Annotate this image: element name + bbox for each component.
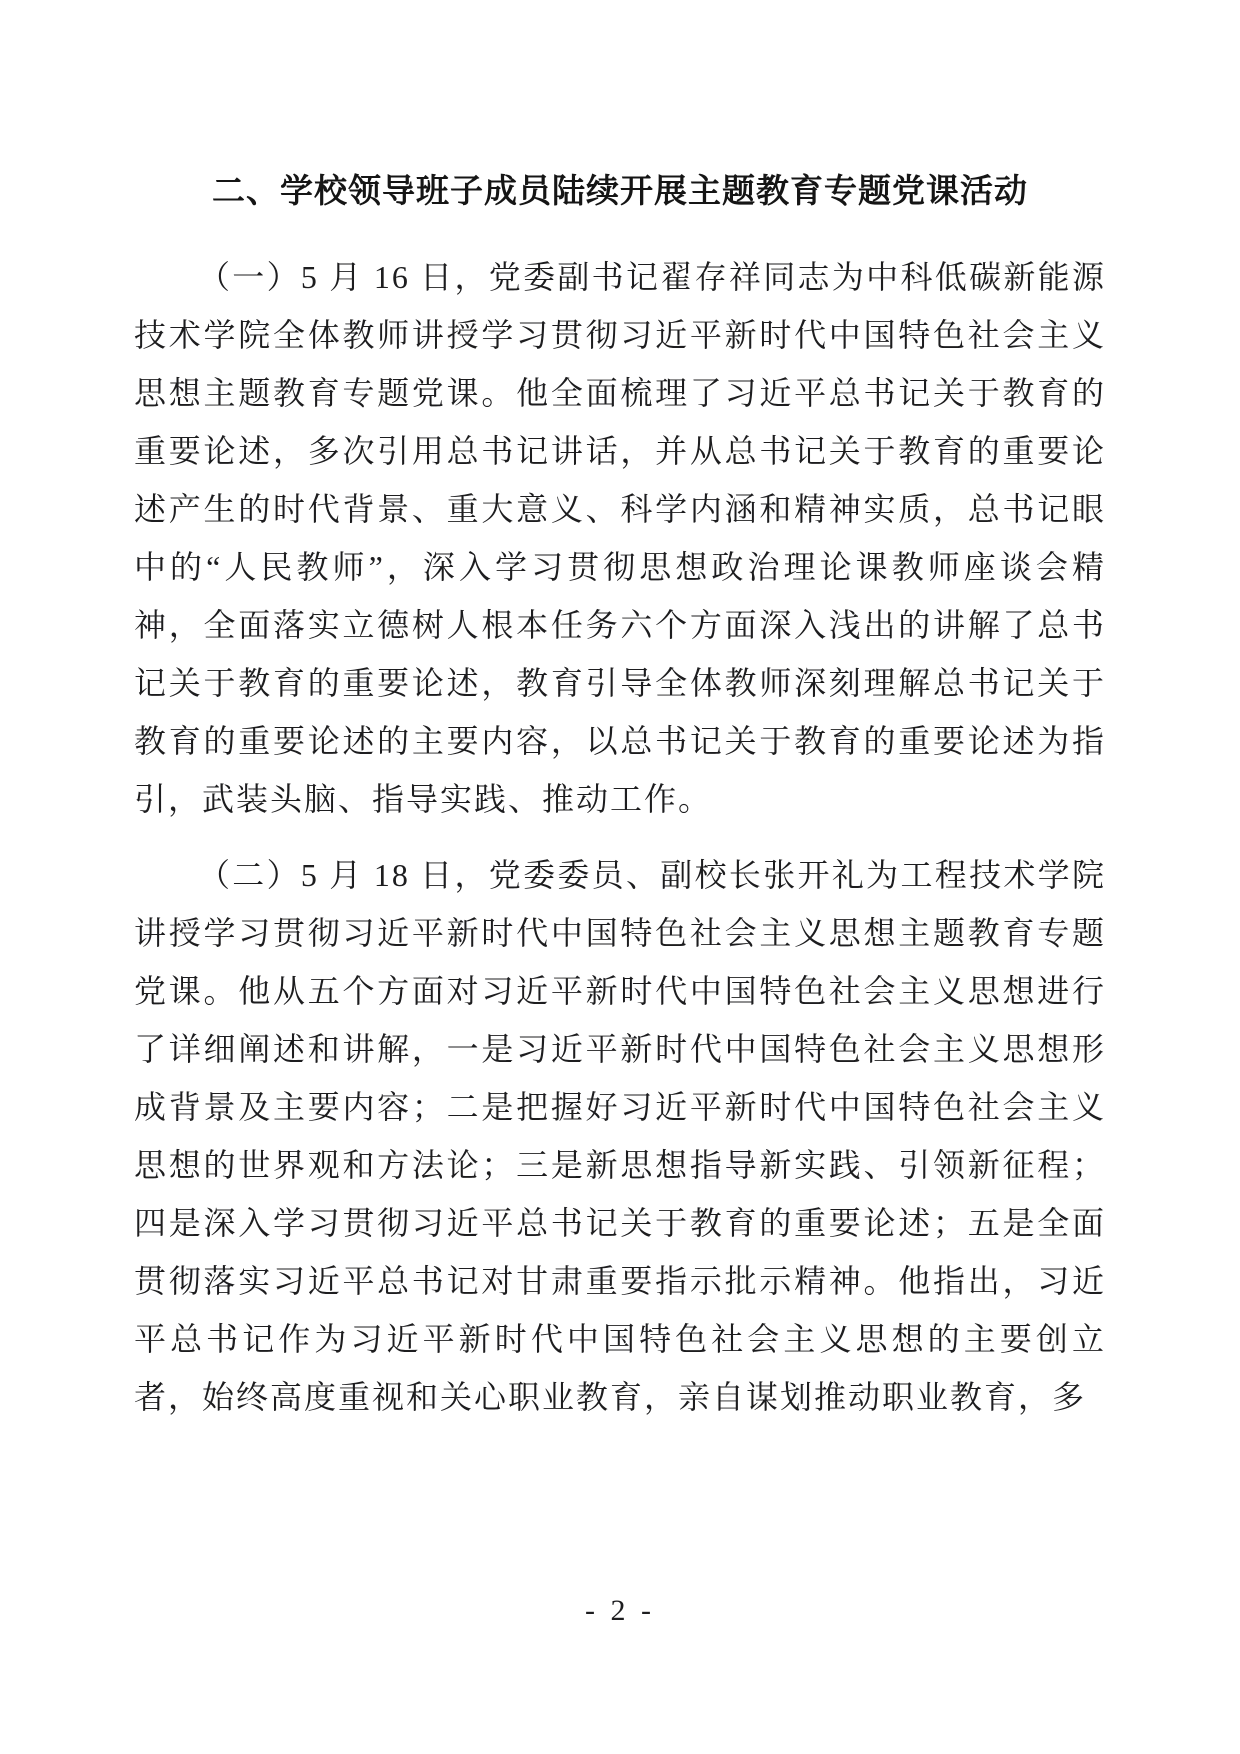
paragraph-1: （一）5 月 16 日，党委副书记翟存祥同志为中科低碳新能源技术学院全体教师讲授学习贯彻习近平新时代中国特色社会主义思想主题教育专题党课。他全面梳理了习近平总书记关于教育的重要论述，多次引用总书记讲话，并从总书记关于教育的重要论述产生的时代背景、重大意义、科学内涵和精神实质，总书记眼中的“人民教师”，深入学习贯彻思想政治理论课教师座谈会精神，全面落实立德树人根本任务六个方面深入浅出的讲解了总书记关于教育的重要论述，教育引导全体教师深刻理解总书记关于教育的重要论述的主要内容，以总书记关于教育的重要论述为指引，武装头脑、指导实践、推动工作。 <box>134 259 1106 817</box>
document-body <box>134 248 1106 1426</box>
paragraph-2: （二）5 月 18 日，党委委员、副校长张开礼为工程技术学院讲授学习贯彻习近平新时代中国特色社会主义思想主题教育专题党课。他从五个方面对习近平新时代中国特色社会主义思想进行了详细阐述和讲解，一是习近平新时代中国特色社会主义思想形成背景及主要内容；二是把握好习近平新时代中国特色社会主义思想的世界观和方法论；三是新思想指导新实践、引领新征程；四是深入学习贯彻习近平总书记关于教育的重要论述；五是全面贯彻落实习近平总书记对甘肃重要指示批示精神。他指出，习近平总书记作为习近平新时代中国特色社会主义思想的主要创立者，始终高度重视和关心职业教育，亲自谋划推动职业教育，多 <box>134 857 1106 1415</box>
page-number: - 2 - <box>585 1594 655 1627</box>
section-heading: 二、学校领导班子成员陆续开展主题教育专题党课活动 <box>212 172 1028 209</box>
